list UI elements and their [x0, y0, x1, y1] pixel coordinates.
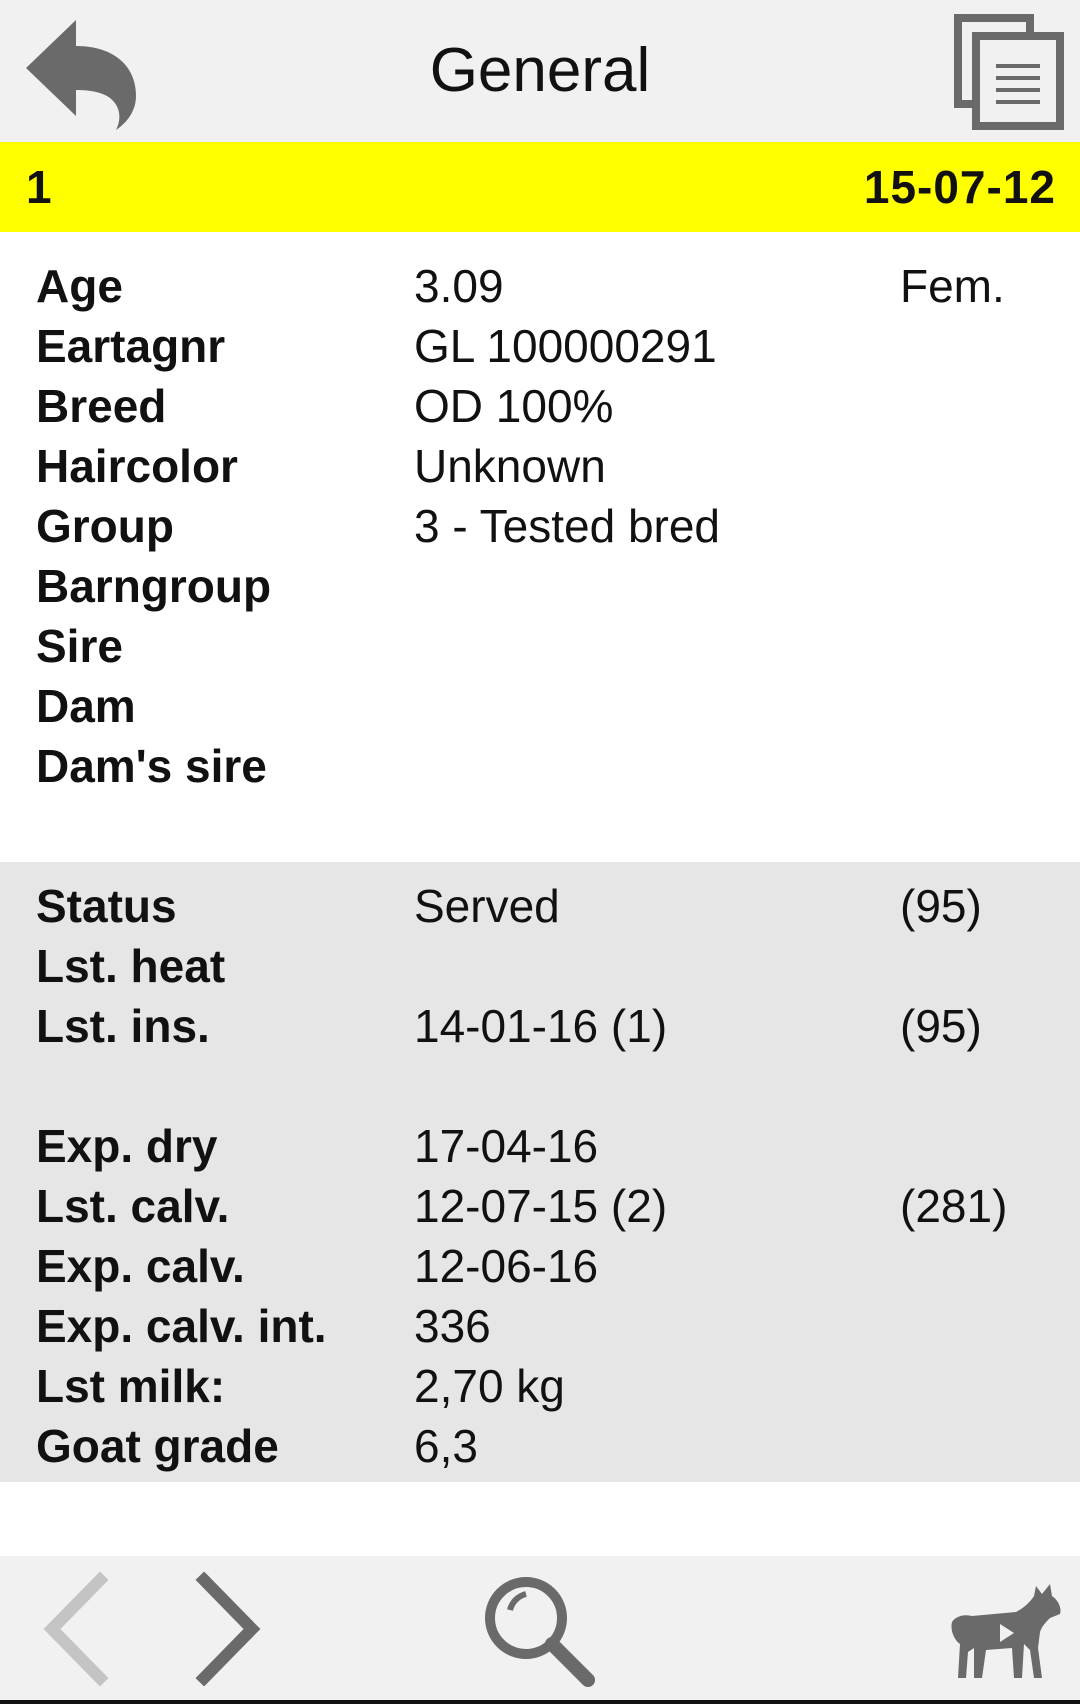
animal-id-bar: [0, 142, 1080, 232]
row-label: Status: [36, 880, 177, 932]
row-value: OD 100%: [414, 380, 614, 432]
row-sire: [0, 616, 1080, 676]
record-date: 15-07-12: [863, 161, 1056, 213]
goat-icon[interactable]: [946, 1578, 1064, 1684]
row-value: 14-01-16 (1): [414, 1000, 668, 1052]
row-value: GL 100000291: [414, 320, 717, 372]
row-label: Exp. calv.: [36, 1240, 245, 1292]
general-info-section: [0, 232, 1080, 862]
row-value: 12-06-16: [414, 1240, 599, 1292]
row-dam: [0, 676, 1080, 736]
row-exp-dry: [0, 1116, 1080, 1176]
row-eartagnr: [0, 316, 1080, 376]
page-title: General: [429, 36, 651, 105]
row-label: Dam's sire: [36, 740, 267, 792]
row-goat-grade: [0, 1416, 1080, 1476]
row-value: 3 - Tested bred: [414, 500, 721, 552]
row-exp-calv-int: [0, 1296, 1080, 1356]
row-last-heat: [0, 936, 1080, 996]
top-bar: [0, 0, 1080, 142]
row-dams-sire: [0, 736, 1080, 796]
row-haircolor: [0, 436, 1080, 496]
row-exp-calv: [0, 1236, 1080, 1296]
row-label: Exp. dry: [36, 1120, 218, 1172]
row-label: Exp. calv. int.: [36, 1300, 327, 1352]
row-label: Eartagnr: [36, 320, 226, 372]
chevron-left-icon[interactable]: [40, 1572, 114, 1686]
row-label: Goat grade: [36, 1420, 279, 1472]
divider: [0, 1700, 1080, 1704]
row-label: Haircolor: [36, 440, 238, 492]
row-label: Lst. ins.: [36, 1000, 210, 1052]
search-icon[interactable]: [480, 1572, 596, 1688]
row-value: Unknown: [414, 440, 606, 492]
row-label: Dam: [36, 680, 136, 732]
bottom-bar: [0, 1556, 1080, 1704]
row-label: Lst. calv.: [36, 1180, 230, 1232]
row-breed: [0, 376, 1080, 436]
row-value: 12-07-15 (2): [414, 1180, 668, 1232]
row-label: Group: [36, 500, 174, 552]
row-label: Breed: [36, 380, 167, 432]
row-last-milk: [0, 1356, 1080, 1416]
status-section: [0, 862, 1080, 1482]
documents-icon[interactable]: [954, 14, 1064, 130]
row-extra: (95): [900, 1000, 982, 1052]
row-label: Age: [36, 260, 123, 312]
row-label: Sire: [36, 620, 123, 672]
row-barngroup: [0, 556, 1080, 616]
row-status: [0, 876, 1080, 936]
row-value: 2,70 kg: [414, 1360, 565, 1412]
row-label: Lst milk:: [36, 1360, 226, 1412]
row-value: 17-04-16: [414, 1120, 599, 1172]
row-label: Lst. heat: [36, 940, 226, 992]
row-value: 336: [414, 1300, 491, 1352]
chevron-right-icon[interactable]: [190, 1572, 264, 1686]
row-label: Barngroup: [36, 560, 272, 612]
row-extra: (281): [900, 1180, 1008, 1232]
row-last-ins: [0, 996, 1080, 1056]
row-extra: (95): [900, 880, 982, 932]
row-value: 6,3: [414, 1420, 478, 1472]
row-group: [0, 496, 1080, 556]
row-extra: Fem.: [900, 260, 1005, 312]
row-value: 3.09: [414, 260, 504, 312]
animal-number: 1: [26, 161, 52, 213]
row-age: [0, 256, 1080, 316]
row-value: Served: [414, 880, 560, 932]
row-last-calv: [0, 1176, 1080, 1236]
